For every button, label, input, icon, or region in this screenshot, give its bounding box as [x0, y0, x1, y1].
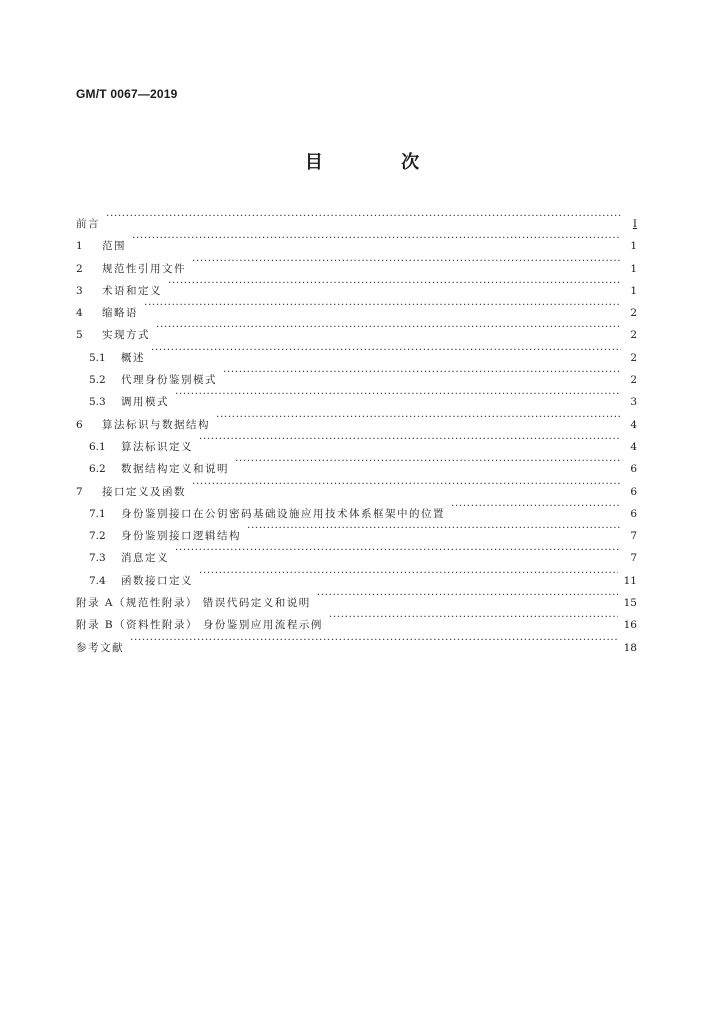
toc-entry[interactable]: [76, 339, 637, 364]
toc-leader-dots: [199, 562, 618, 584]
toc-entry[interactable]: [76, 227, 637, 253]
toc-leader-dots: [199, 428, 621, 450]
toc-entry-page: 2: [630, 307, 637, 320]
toc-entry-number: 1: [76, 240, 83, 253]
toc-entry[interactable]: [76, 294, 637, 320]
toc-entry-number: 6.1: [89, 440, 106, 453]
toc-entry-label: 调用模式: [121, 396, 169, 409]
toc-entry-page: 2: [630, 329, 637, 342]
toc-leader-dots: [168, 272, 621, 294]
toc-entry-label: 消息定义: [121, 552, 169, 565]
toc-entry[interactable]: [76, 205, 637, 230]
toc-entry-page: 4: [630, 440, 637, 453]
toc-leader-dots: [175, 539, 621, 561]
toc-entry-label: 身份鉴别接口逻辑结构: [121, 530, 241, 543]
toc-entry-page: 7: [630, 552, 637, 565]
toc-entry-page: 16: [623, 619, 637, 632]
toc-entry-number: 5.3: [89, 396, 106, 409]
toc-entry-number: 7.2: [89, 530, 106, 543]
toc-entry-label: 实现方式: [102, 329, 150, 342]
toc-leader-dots: [144, 294, 621, 316]
toc-entry-page: 18: [623, 641, 637, 654]
toc-entry-page: 1: [630, 284, 637, 297]
toc-entry-label: 数据结构定义和说明: [121, 463, 229, 476]
toc-entry-page: 4: [630, 418, 637, 431]
toc-leader-dots: [106, 205, 621, 227]
toc-entry-page: 15: [623, 597, 637, 610]
toc-entry-number: 6: [76, 418, 83, 431]
toc-entry-page: I: [632, 218, 637, 230]
toc-entry-page: 6: [630, 485, 637, 498]
toc-entry-number: 4: [76, 307, 83, 320]
toc-entry-label: 算法标识定义: [121, 440, 193, 453]
toc-leader-dots: [132, 227, 621, 249]
toc-entry-number: 7.4: [89, 574, 106, 587]
toc-leader-dots: [216, 406, 621, 428]
toc-leader-dots: [130, 629, 618, 651]
toc-entry-number: 5.2: [89, 374, 106, 387]
toc-entry-page: 1: [630, 262, 637, 275]
toc-entry-label: 参考文献: [76, 641, 124, 654]
toc-entry-number: 5.1: [89, 351, 106, 364]
toc-entry-label: 身份鉴别接口在公钥密码基础设施应用技术体系框架中的位置: [121, 507, 445, 520]
toc-leader-dots: [151, 339, 621, 361]
toc-entry-label: 范围: [102, 240, 126, 253]
toc-leader-dots: [192, 250, 621, 272]
toc-entry-label: 规范性引用文件: [102, 262, 186, 275]
toc-entry-label: 附录 B（资料性附录） 身份鉴别应用流程示例: [76, 619, 323, 632]
toc-entry-page: 7: [630, 530, 637, 543]
toc-leader-dots: [156, 316, 621, 338]
toc-leader-dots: [317, 584, 618, 606]
toc-leader-dots: [235, 450, 621, 472]
toc-entry-page: 11: [623, 574, 637, 587]
toc-leader-dots: [451, 495, 621, 517]
toc-title: 目 次: [304, 152, 456, 173]
toc-entry[interactable]: [76, 250, 637, 275]
toc-entry-page: 6: [630, 463, 637, 476]
toc-entry-label: 算法标识与数据结构: [102, 418, 210, 431]
toc-leader-dots: [223, 361, 621, 383]
standard-code: GM/T 0067—2019: [76, 87, 178, 101]
toc-entry-label: 概述: [121, 351, 145, 364]
toc-entry-number: 7.1: [89, 507, 106, 520]
toc-entry-number: 6.2: [89, 463, 106, 476]
toc-entry[interactable]: [76, 361, 637, 387]
toc-entry-page: 3: [630, 396, 637, 409]
toc-leader-dots: [175, 383, 621, 405]
toc-entry-page: 6: [630, 507, 637, 520]
toc-entry-label: 术语和定义: [102, 284, 162, 297]
toc-entry-number: 7.3: [89, 552, 106, 565]
toc-entry-label: 前言: [76, 218, 100, 230]
toc-entry-label: 接口定义及函数: [102, 485, 186, 498]
toc-leader-dots: [192, 473, 621, 495]
toc-entry-number: 3: [76, 284, 83, 297]
toc-entry-label: 代理身份鉴别模式: [121, 374, 217, 387]
toc-entry-number: 7: [76, 485, 83, 498]
toc-entry-number: 5: [76, 329, 83, 342]
toc-leader-dots: [247, 517, 621, 539]
toc-entry-number: 2: [76, 262, 83, 275]
toc-entry-label: 缩略语: [102, 307, 138, 320]
table-of-contents: [76, 205, 637, 654]
toc-entry-page: 2: [630, 351, 637, 364]
toc-entry-page: 2: [630, 374, 637, 387]
toc-entry-label: 附录 A（规范性附录） 错误代码定义和说明: [76, 597, 311, 610]
toc-entry[interactable]: [76, 629, 637, 654]
toc-entry-label: 函数接口定义: [121, 574, 193, 587]
toc-entry-page: 1: [630, 240, 637, 253]
toc-entry[interactable]: [76, 316, 637, 342]
toc-leader-dots: [329, 606, 618, 628]
